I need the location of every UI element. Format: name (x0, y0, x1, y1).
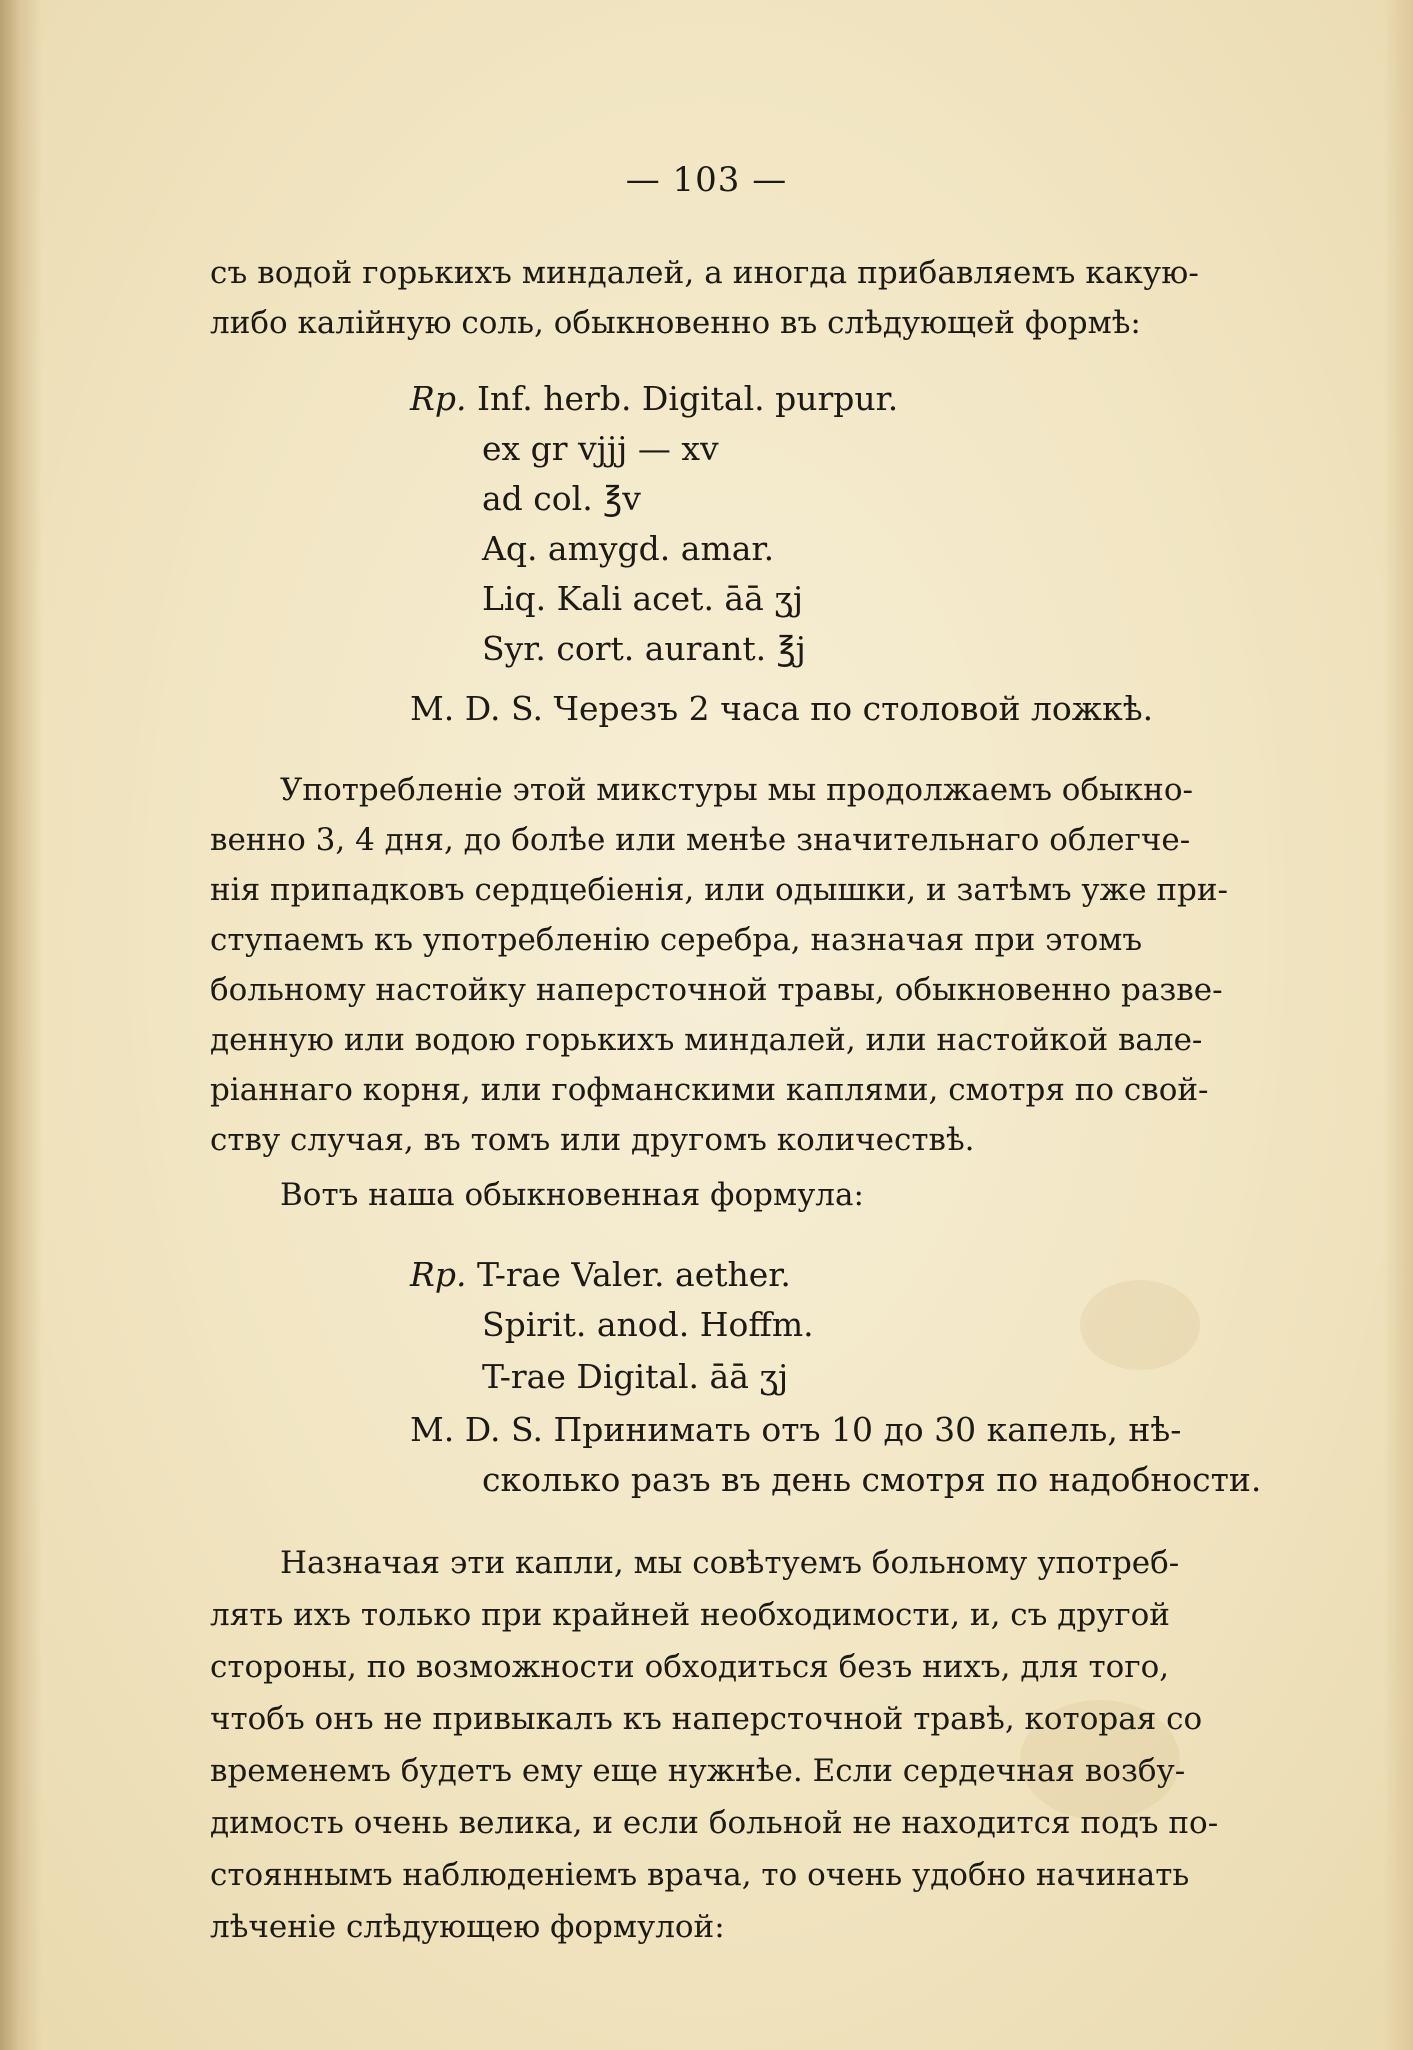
prescription-signa: сколько разъ въ день смотря по надобности. (482, 1460, 1262, 1499)
text-line: венно 3, 4 дня, до болѣе или менѣе значительнаго облегче- (210, 822, 1191, 858)
text-line: ству случая, въ томъ или другомъ количествѣ. (210, 1122, 975, 1158)
prescription-line: ex gr vjjj — xv (482, 429, 719, 468)
prescription-line (410, 379, 899, 418)
text-line: больному настойку наперсточной травы, обыкновенно разве- (210, 972, 1223, 1008)
text-line: лять ихъ только при крайней необходимости, и, съ другой (210, 1597, 1170, 1633)
text-line: ступаемъ къ употребленію серебра, назначая при этомъ (210, 922, 1143, 958)
text-line: Назначая эти капли, мы совѣтуемъ больному употреб- (280, 1545, 1180, 1581)
prescription-signa: M. D. S. Принимать отъ 10 до 30 капель, нѣ- (410, 1410, 1182, 1449)
prescription-ingredient: Inf. herb. Digital. purpur. (476, 379, 899, 418)
text-line: чтобъ онъ не привыкалъ къ наперсточной травѣ, которая со (210, 1701, 1203, 1737)
prescription-line: Aq. amygd. amar. (482, 529, 775, 568)
prescription-line: Liq. Kali acet. āā ʒj (482, 579, 804, 618)
page-gutter-shadow (0, 0, 42, 2050)
rp-mark: Rp. (410, 379, 467, 418)
page-number: — 103 — (625, 160, 788, 200)
text-line: съ водой горькихъ миндалей, а иногда прибавляемъ какую- (210, 255, 1199, 291)
prescription-ingredient: T-rae Valer. aether. (476, 1255, 791, 1294)
prescription-signa: M. D. S. Черезъ 2 часа по столовой ложкѣ. (410, 689, 1154, 728)
text-line: временемъ будетъ ему еще нужнѣе. Если сердечная возбу- (210, 1753, 1186, 1789)
text-line: ріаннаго корня, или гофманскими каплями, смотря по свой- (210, 1072, 1209, 1108)
prescription-line (410, 1255, 791, 1294)
text-line: стояннымъ наблюденіемъ врача, то очень удобно начинать (210, 1857, 1190, 1893)
paper-stain (1080, 1280, 1200, 1370)
prescription-line: T-rae Digital. āā ʒj (482, 1357, 789, 1396)
text-line: стороны, по возможности обходиться безъ нихъ, для того, (210, 1649, 1170, 1685)
text-line: Вотъ наша обыкновенная формула: (280, 1177, 864, 1213)
text-line: денную или водою горькихъ миндалей, или настойкой вале- (210, 1022, 1203, 1058)
text-line: Употребленіе этой микстуры мы продолжаемъ обыкно- (280, 772, 1193, 808)
page-edge-shadow (1383, 0, 1413, 2050)
text-line: димость очень велика, и если больной не находится подъ по- (210, 1805, 1219, 1841)
text-line: либо калійную соль, обыкновенно въ слѣдующей формѣ: (210, 305, 1141, 341)
text-line: лѣченіе слѣдующею формулой: (210, 1909, 725, 1945)
rp-mark: Rp. (410, 1255, 467, 1294)
prescription-line: Syr. cort. aurant. ℥j (482, 629, 806, 668)
prescription-line: ad col. ℥v (482, 479, 641, 518)
text-line: нія припадковъ сердцебіенія, или одышки, и затѣмъ уже при- (210, 872, 1229, 908)
prescription-line: Spirit. anod. Hoffm. (482, 1305, 814, 1344)
